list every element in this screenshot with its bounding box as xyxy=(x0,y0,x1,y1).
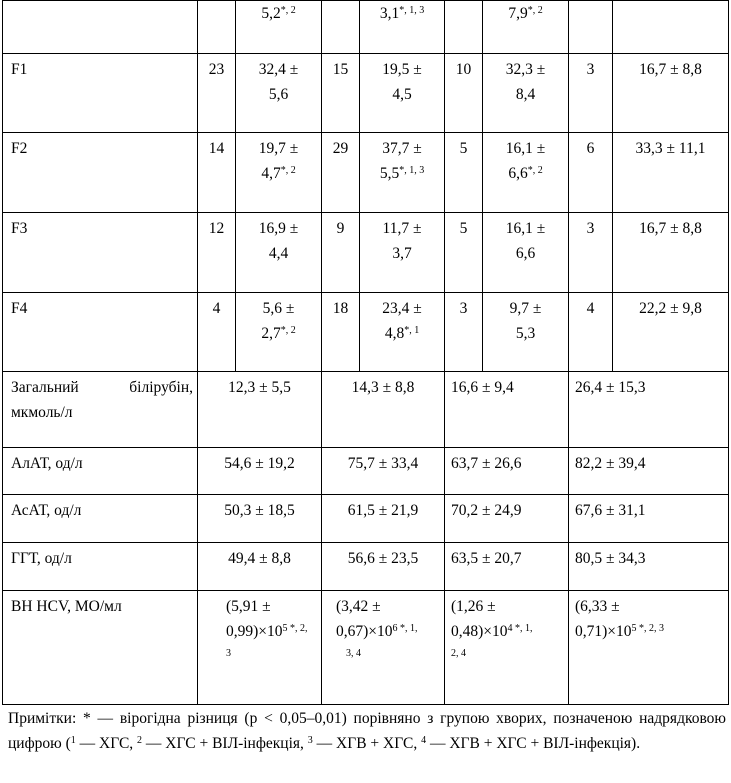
table-cell: $7,9^{*, 2}$ xyxy=(483,1,569,54)
group-value: 12,3 ± 5,5 xyxy=(198,372,322,448)
table-row xyxy=(3,54,729,133)
group-value: 26,4 ± 15,3 xyxy=(569,372,729,448)
table-row xyxy=(3,448,729,495)
value-cell: 5,6 ± $2,7^{*, 2}$ xyxy=(236,293,322,372)
row-label: F4 xyxy=(3,293,198,372)
count-cell: 3 xyxy=(445,293,483,372)
row-label: АсАТ, од/л xyxy=(3,495,198,543)
table-cell: $3,1^{*, 1, 3}$ xyxy=(360,1,445,54)
value-cell: 11,7 ± 3,7 xyxy=(360,213,445,293)
count-cell: 23 xyxy=(198,54,236,133)
row-label: АлАТ, од/л xyxy=(3,448,198,495)
value-cell: 37,7 ± $5,5^{*, 1, 3}$ xyxy=(360,133,445,213)
table-footnote: Примітки: * — вірогідна різниця (р < 0,05–0,01) порівняно з групою хворих, позначеною надрядковою цифрою ($^1$ — ХГС, $^2$ — ХГС + ВІЛ-інфекція, $^3$ — ХГВ + ХГС, $^4$ — ХГВ + ХГС + ВІЛ-інфекція). xyxy=(8,710,726,752)
count-cell: 5 xyxy=(445,213,483,293)
count-cell: 9 xyxy=(322,213,360,293)
group-value: 50,3 ± 18,5 xyxy=(198,495,322,543)
table-row xyxy=(3,372,729,448)
value-cell: 19,5 ± 4,5 xyxy=(360,54,445,133)
value-cell: 16,7 ± 8,8 xyxy=(613,54,729,133)
table-row xyxy=(3,495,729,543)
value-cell: 33,3 ± 11,1 xyxy=(613,133,729,213)
count-cell: 15 xyxy=(322,54,360,133)
count-cell: 4 xyxy=(198,293,236,372)
value-cell: 16,7 ± 8,8 xyxy=(613,213,729,293)
value-cell: 19,7 ± $4,7^{*, 2}$ xyxy=(236,133,322,213)
group-value: (3,42 ± $0,67)\times 10^6$ $^{*, 1,}$ 3, 4 xyxy=(322,591,445,705)
table-cell: $5,2^{*, 2}$ xyxy=(236,1,322,54)
value-cell: 32,3 ± 8,4 xyxy=(483,54,569,133)
group-value: 67,6 ± 31,1 xyxy=(569,495,729,543)
table-row xyxy=(3,543,729,591)
count-cell: 29 xyxy=(322,133,360,213)
group-value: 75,7 ± 33,4 xyxy=(322,448,445,495)
count-cell: 4 xyxy=(569,293,613,372)
row-label: ГГТ, од/л xyxy=(3,543,198,591)
group-value: 49,4 ± 8,8 xyxy=(198,543,322,591)
group-value: 61,5 ± 21,9 xyxy=(322,495,445,543)
group-value: (6,33 ± $0,71)\times 10^5$ $^{*, 2, 3}$ xyxy=(569,591,729,705)
value-cell: 9,7 ± 5,3 xyxy=(483,293,569,372)
row-label: F2 xyxy=(3,133,198,213)
row-label: F3 xyxy=(3,213,198,293)
group-value: (1,26 ± $0,48)\times 10^4$ $^{*, 1,}$ 2, 4 xyxy=(445,591,569,705)
table-row xyxy=(3,133,729,213)
group-value: 82,2 ± 39,4 xyxy=(569,448,729,495)
value-cell: 16,1 ± $6,6^{*, 2}$ xyxy=(483,133,569,213)
count-cell: 18 xyxy=(322,293,360,372)
data-table xyxy=(2,0,729,705)
group-value: 54,6 ± 19,2 xyxy=(198,448,322,495)
table-row xyxy=(3,213,729,293)
count-cell: 12 xyxy=(198,213,236,293)
group-value: 14,3 ± 8,8 xyxy=(322,372,445,448)
row-label: ВН HCV, МО/мл xyxy=(3,591,198,705)
group-value: 80,5 ± 34,3 xyxy=(569,543,729,591)
row-label xyxy=(3,1,198,54)
group-value: 63,7 ± 26,6 xyxy=(445,448,569,495)
value-cell: 32,4 ± 5,6 xyxy=(236,54,322,133)
count-cell: 5 xyxy=(445,133,483,213)
count-cell: 14 xyxy=(198,133,236,213)
value-cell: 16,1 ± 6,6 xyxy=(483,213,569,293)
count-cell: 6 xyxy=(569,133,613,213)
value-cell: 22,2 ± 9,8 xyxy=(613,293,729,372)
table-row xyxy=(3,1,729,54)
count-cell: 10 xyxy=(445,54,483,133)
row-label: F1 xyxy=(3,54,198,133)
group-value: 56,6 ± 23,5 xyxy=(322,543,445,591)
group-value: 70,2 ± 24,9 xyxy=(445,495,569,543)
table-row xyxy=(3,591,729,705)
group-value: (5,91 ± $0,99)\times 10^5$ $^{*, 2,}$ 3 xyxy=(198,591,322,705)
row-label: Загальний білірубін, мкмоль/л xyxy=(3,372,198,448)
group-value: 63,5 ± 20,7 xyxy=(445,543,569,591)
group-value: 16,6 ± 9,4 xyxy=(445,372,569,448)
value-cell: 16,9 ± 4,4 xyxy=(236,213,322,293)
count-cell: 3 xyxy=(569,54,613,133)
table-row xyxy=(3,293,729,372)
value-cell: 23,4 ± $4,8^{*, 1}$ xyxy=(360,293,445,372)
count-cell: 3 xyxy=(569,213,613,293)
